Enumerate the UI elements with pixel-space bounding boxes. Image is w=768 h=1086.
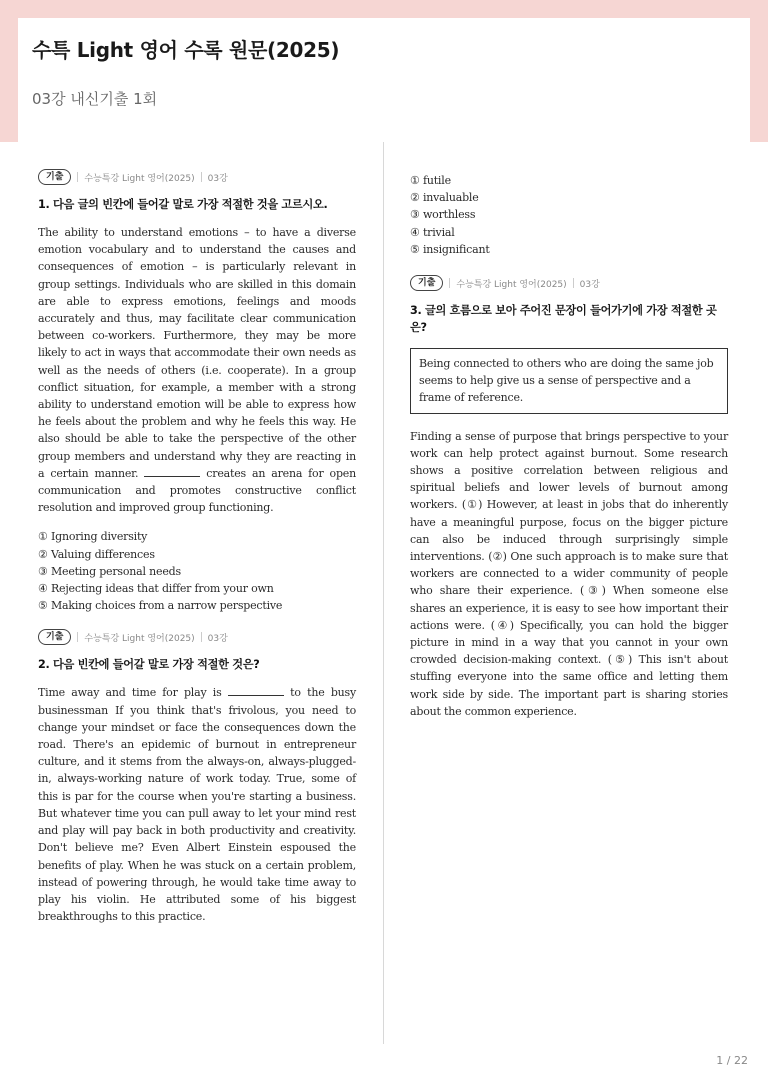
question-3-passage: Finding a sense of purpose that brings perspective to your work can help protect against burnout. Some research shows a positive correlation between religious and spiritual beliefs and lower levels of burnout among workers. (①) However, at least in jobs that do inherently have a meaningful purpose, focus on the bigger picture can also be induced through surprisingly simple interventions. (②) One such approach is to make sure that workers are connected to a wider community of people who share their experience. (③) When someone else shares an experience, it is easy to see how important their actions were. (④) Specifically, you can hold the bigger picture in mind in a way that you cannot in your own crowded decision-making context. (⑤) This isn't about stuffing everyone into the same office and letting them work side by side. The important part is sharing stories about the common experience.: [410, 429, 728, 718]
tag-separator: [77, 172, 78, 182]
source-label: 수능특강 Light 영어(2025): [84, 173, 195, 184]
question-2-heading: 2. 다음 빈칸에 들어갈 말로 가장 적절한 것은?: [38, 658, 260, 672]
answer-blank: [228, 684, 284, 696]
question-2-tagline: [38, 628, 356, 646]
answer-option: ③ Meeting personal needs: [38, 564, 181, 578]
lesson-label: 03강: [207, 173, 228, 184]
answer-option: ④ trivial: [410, 225, 455, 239]
passage-text: creates an arena for open communication and promotes constructive conflict resolution and improved group functioning.: [38, 466, 356, 515]
right-column: [410, 172, 728, 720]
source-label: 수능특강 Light 영어(2025): [456, 279, 567, 290]
answer-option: ④ Rejecting ideas that differ from your own: [38, 582, 274, 596]
answer-option: ③ worthless: [410, 208, 476, 222]
document-title: 수특 Light 영어 수록 원문(2025): [32, 38, 340, 62]
given-sentence-box: Being connected to others who are doing the same job seems to help give us a sense of perspective and a frame of reference.: [410, 348, 728, 414]
answer-option: ⑤ Making choices from a narrow perspective: [38, 599, 283, 613]
exam-badge: 기출: [38, 629, 71, 645]
lesson-label: 03강: [579, 279, 600, 290]
tag-separator: [449, 278, 450, 288]
answer-blank: [144, 465, 200, 477]
question-3-tagline: [410, 274, 728, 292]
passage-text: to the busy businessman If you think that's frivolous, you need to change your mindset or face the consequences down the road. There's an epidemic of burnout in entrepreneur culture, and it stems from the always-on, always-plugged-in, always-working nature of work today. True, some of this is par for the course when you're starting a business. But whatever time you can pull away to let your mind rest and play will pay back in both productivity and creativity. Don't believe me? Even Albert Einstein espoused the benefits of play. When he was stuck on a certain problem, instead of powering through, he would take time away to play his violin. He attributed some of his biggest breakthroughs to this practice.: [38, 686, 357, 924]
passage-text: The ability to understand emotions – to have a diverse emotion vocabulary and to understand the causes and consequences of emotion – is particularly relevant in group settings. Individuals who are skilled in this domain are able to express emotions, feelings and moods accurately and thus, may facilitate clear communication between co-workers. Furthermore, they may be more likely to act in ways that accommodate their own needs as well as the needs of others (i.e. cooperate). In a group conflict situation, for example, a member with a strong ability to understand emotion will be able to express how he feels about the problem and why he feels this way. He also should be able to take the perspective of the other group members and understand why they are reacting in a certain manner.: [38, 226, 356, 480]
source-label: 수능특강 Light 영어(2025): [84, 633, 195, 644]
tag-separator: [201, 632, 202, 642]
document-subtitle: 03강 내신기출 1회: [32, 90, 158, 108]
lesson-label: 03강: [207, 633, 228, 644]
answer-option: ① Ignoring diversity: [38, 530, 148, 544]
passage-text: Time away and time for play is: [38, 686, 228, 700]
exam-badge: 기출: [38, 169, 71, 185]
question-1-passage: [38, 224, 356, 516]
answer-option: ② invaluable: [410, 191, 479, 205]
left-column: [38, 168, 356, 925]
question-1: [38, 168, 356, 614]
tag-separator: [77, 632, 78, 642]
answer-option: ① futile: [410, 174, 451, 187]
question-2-passage: [38, 684, 356, 925]
question-2: [38, 628, 356, 925]
question-3-heading: 3. 글의 흐름으로 보아 주어진 문장이 들어가기에 가장 적절한 곳은?: [410, 304, 717, 335]
page-number: 1 / 22: [716, 1054, 748, 1067]
question-1-options: [38, 528, 356, 614]
exam-badge: 기출: [410, 275, 443, 291]
question-1-heading: 1. 다음 글의 빈칸에 들어갈 말로 가장 적절한 것을 고르시오.: [38, 198, 328, 211]
tag-separator: [573, 278, 574, 288]
answer-option: ⑤ insignificant: [410, 242, 490, 256]
question-3: [410, 274, 728, 720]
answer-option: ② Valuing differences: [38, 547, 155, 561]
question-2-options: [410, 172, 728, 258]
tag-separator: [201, 172, 202, 182]
column-divider: [383, 142, 384, 1044]
question-1-tagline: [38, 168, 356, 186]
